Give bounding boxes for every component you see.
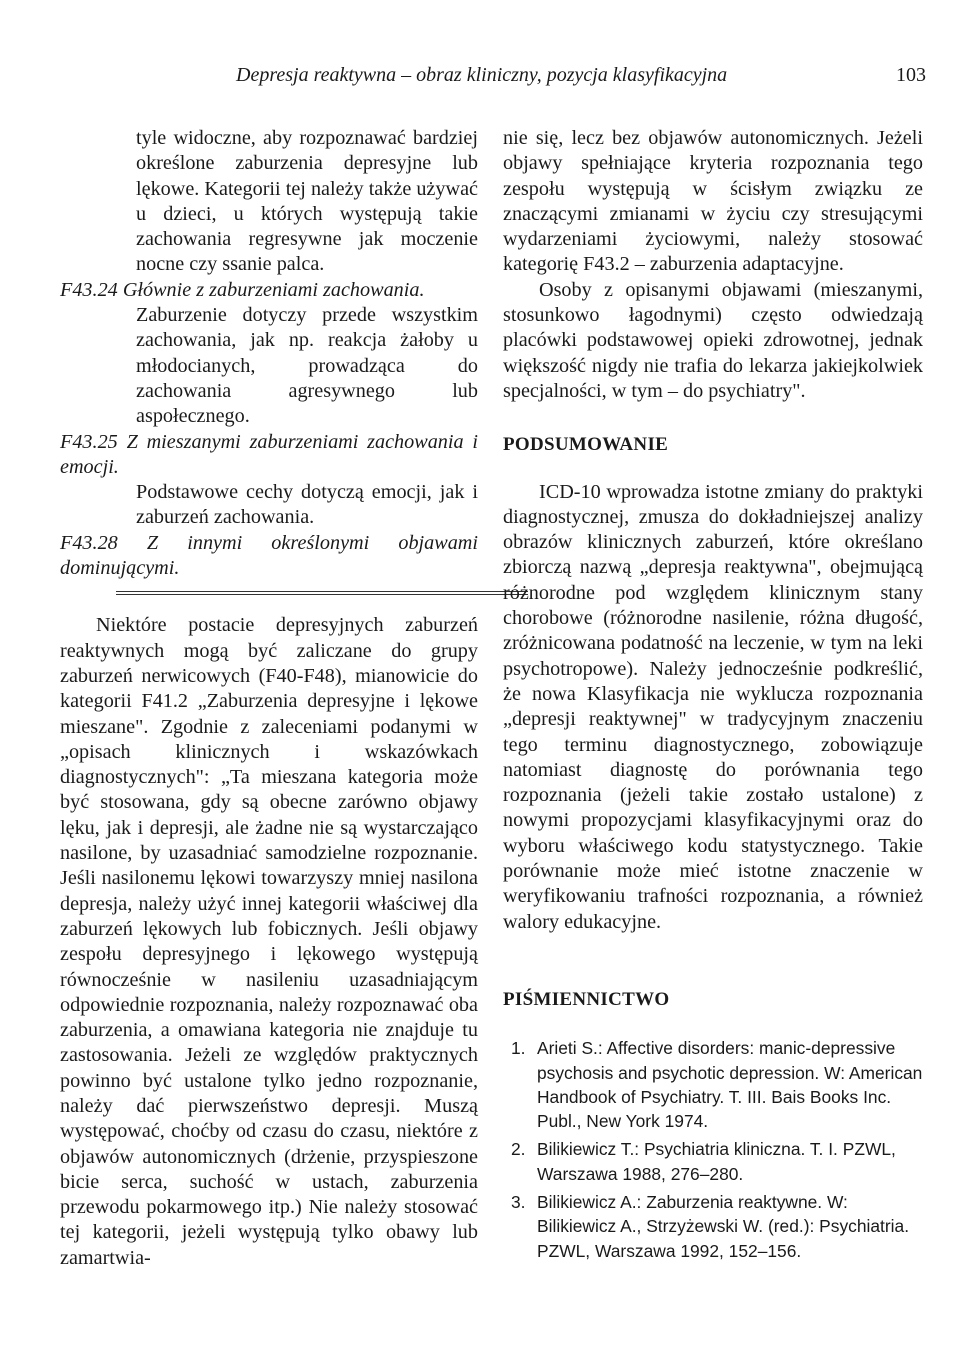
summary-heading: PODSUMOWANIE	[503, 434, 669, 456]
f43-25-heading	[60, 430, 478, 481]
reference-item	[503, 1190, 923, 1263]
reference-text: Bilikiewicz A.: Zaburzenia reaktywne. W: Bilikiewicz A., Strzyżewski W. (red.): Psychiatria. PZWL, Warszawa 1992, 152–156.	[537, 1191, 910, 1261]
reference-number: 2.	[511, 1139, 526, 1160]
main-paragraph: Niektóre postacie depresyjnych zaburzeń reaktywnych mogą być zaliczane do grupy zaburzeń nerwicowych (F40-F48), mianowicie do kategorii F41.2 „Zaburzenia depresyjne i lękowe mieszane". Zgodnie z zaleceniami podanymi w „opisach klinicznych i wskazówkach diagnostycznych": „Ta mieszana kategoria może być stosowana, gdy są obecne zarówno objawy lęku, jak i depresji, ale żadne nie są wystarczająco nasilone, by uzasadniać samodzielne rozpoznanie. Jeśli nasilonemu lękowi towarzyszy mniej nasilona depresja, należy użyć innej kategorii właściwej dla zaburzeń lękowych lub fobicznych. Jeśli objawy zespołu depresyjnego i lękowego występują równocześnie w nasileniu uzasadniającym odpowiednie rozpoznania, należy rozpoznawać oba zaburzenia, a omawiana kategoria nie znajduje tu zastosowania. Jeżeli ze względów praktycznych powinno być ustalone tylko jedno rozpoznanie, należy dać pierwszeństwo depresji. Muszą występować, choćby od czasu do czasu, niektóre z objawów autonomicznych (drżenie, przyspieszone bicie serca, suchość w ustach, zaburzenia przewodu pokarmowego itp.) Nie należy stosować tej kategorii, jeżeli występują tylko obawy lub zamartwia-	[60, 614, 478, 1269]
reference-text: Arieti S.: Affective disorders: manic-depressive psychosis and psychotic depression. W: American Handbook of Psychiatry. T. III. Bais Books Inc. Publ., New York 1974.	[537, 1038, 923, 1132]
references-list	[503, 1036, 923, 1263]
summary-text: ICD-10 wprowadza istotne zmiany do praktyki diagnostycznej, zmusza do dokładniejszej analizy obrazów klinicznych zaburzeń, które określano zbiorczą nazwą „depresja reaktywna", obejmującą różnorodne pod względem klinicznym stany chorobowe (różnorodne nasilenie, różna długość, zróżnicowana podatność na leczenie, w tym na leki psychotropowe). Należy jednocześnie podkreślić, że nowa Klasyfikacja nie wyklucza rozpoznania „depresji reaktywnej" w tradycyjnym znaczeniu tego terminu diagnostycznego, zobowiązuje natomiast diagnostę do porównania tego rozpoznania (jeżeli takie zostało ustalone) z nowymi propozycjami klasyfikacyjnymi oraz do wyboru właściwego kodu statystycznego. Takie porównanie może mieć istotne znaczenie w weryfikowaniu trafności rozpoznania, a również walory edukacyjne.	[503, 480, 923, 933]
reference-item	[503, 1036, 923, 1133]
right-column	[503, 126, 923, 1267]
f43-25-text: Podstawowe cechy dotyczą emocji, jak i zaburzeń zachowania.	[136, 481, 478, 529]
section-divider	[0, 581, 478, 613]
f43-24-title: Głównie z zaburzeniami zachowania.	[122, 278, 425, 301]
f43-24-code: F43.24	[60, 278, 118, 301]
f43-28-heading	[60, 531, 478, 582]
right-continuation: nie się, lecz bez objawów autonomicznych. Jeżeli objawy spełniające kryteria rozpoznania tego zespołu występują w ścisłym związku ze znaczącymi zmianami w życiu czy stresującymi wydarzeniami życiowymi, należy stosować kategorię F43.2 – zaburzenia adaptacyjne.	[503, 127, 923, 276]
reference-text: Bilikiewicz T.: Psychiatria kliniczna. T. I. PZWL, Warszawa 1988, 276–280.	[537, 1139, 896, 1184]
f43-25-title: Z mieszanymi zaburzeniami zachowania i emocji.	[60, 430, 479, 478]
f43-24-heading	[60, 278, 478, 303]
reference-number: 3.	[511, 1191, 526, 1212]
f43-23-continuation: tyle widoczne, aby rozpoznawać bardziej określone zaburzenia depresyjne lub lękowe. Kategorii tej należy także używać u dzieci, u których występują takie zachowania regresywne jak moczenie nocne czy ssanie palca.	[136, 127, 478, 276]
left-column	[60, 126, 478, 1271]
f43-24-text: Zaburzenie dotyczy przede wszystkim zachowania, jak np. reakcja żałoby u młodocianych, prowadząca do zachowania agresywnego lub aspołecznego.	[136, 304, 478, 428]
reference-number: 1.	[511, 1038, 526, 1059]
page-header	[60, 64, 926, 98]
right-paragraph-2: Osoby z opisanymi objawami (mieszanymi, stosunkowo łagodnymi) często odwiedzają placówki podstawowej opieki zdrowotnej, jednak większość nigdy nie trafia do lekarza jakiejkolwiek specjalności, w tym – do psychiatry".	[503, 278, 923, 402]
f43-28-code: F43.28	[60, 531, 118, 554]
icd-subcategory-list	[60, 126, 478, 278]
running-title: Depresja reaktywna – obraz kliniczny, pozycja klasyfikacyjna	[236, 64, 728, 86]
f43-25-code: F43.25	[60, 430, 118, 453]
page-number: 103	[896, 64, 926, 86]
f43-28-title: Z innymi określonymi objawami dominującymi.	[60, 531, 478, 580]
references-heading: PIŚMIENNICTWO	[503, 988, 670, 1010]
reference-item	[503, 1137, 923, 1186]
